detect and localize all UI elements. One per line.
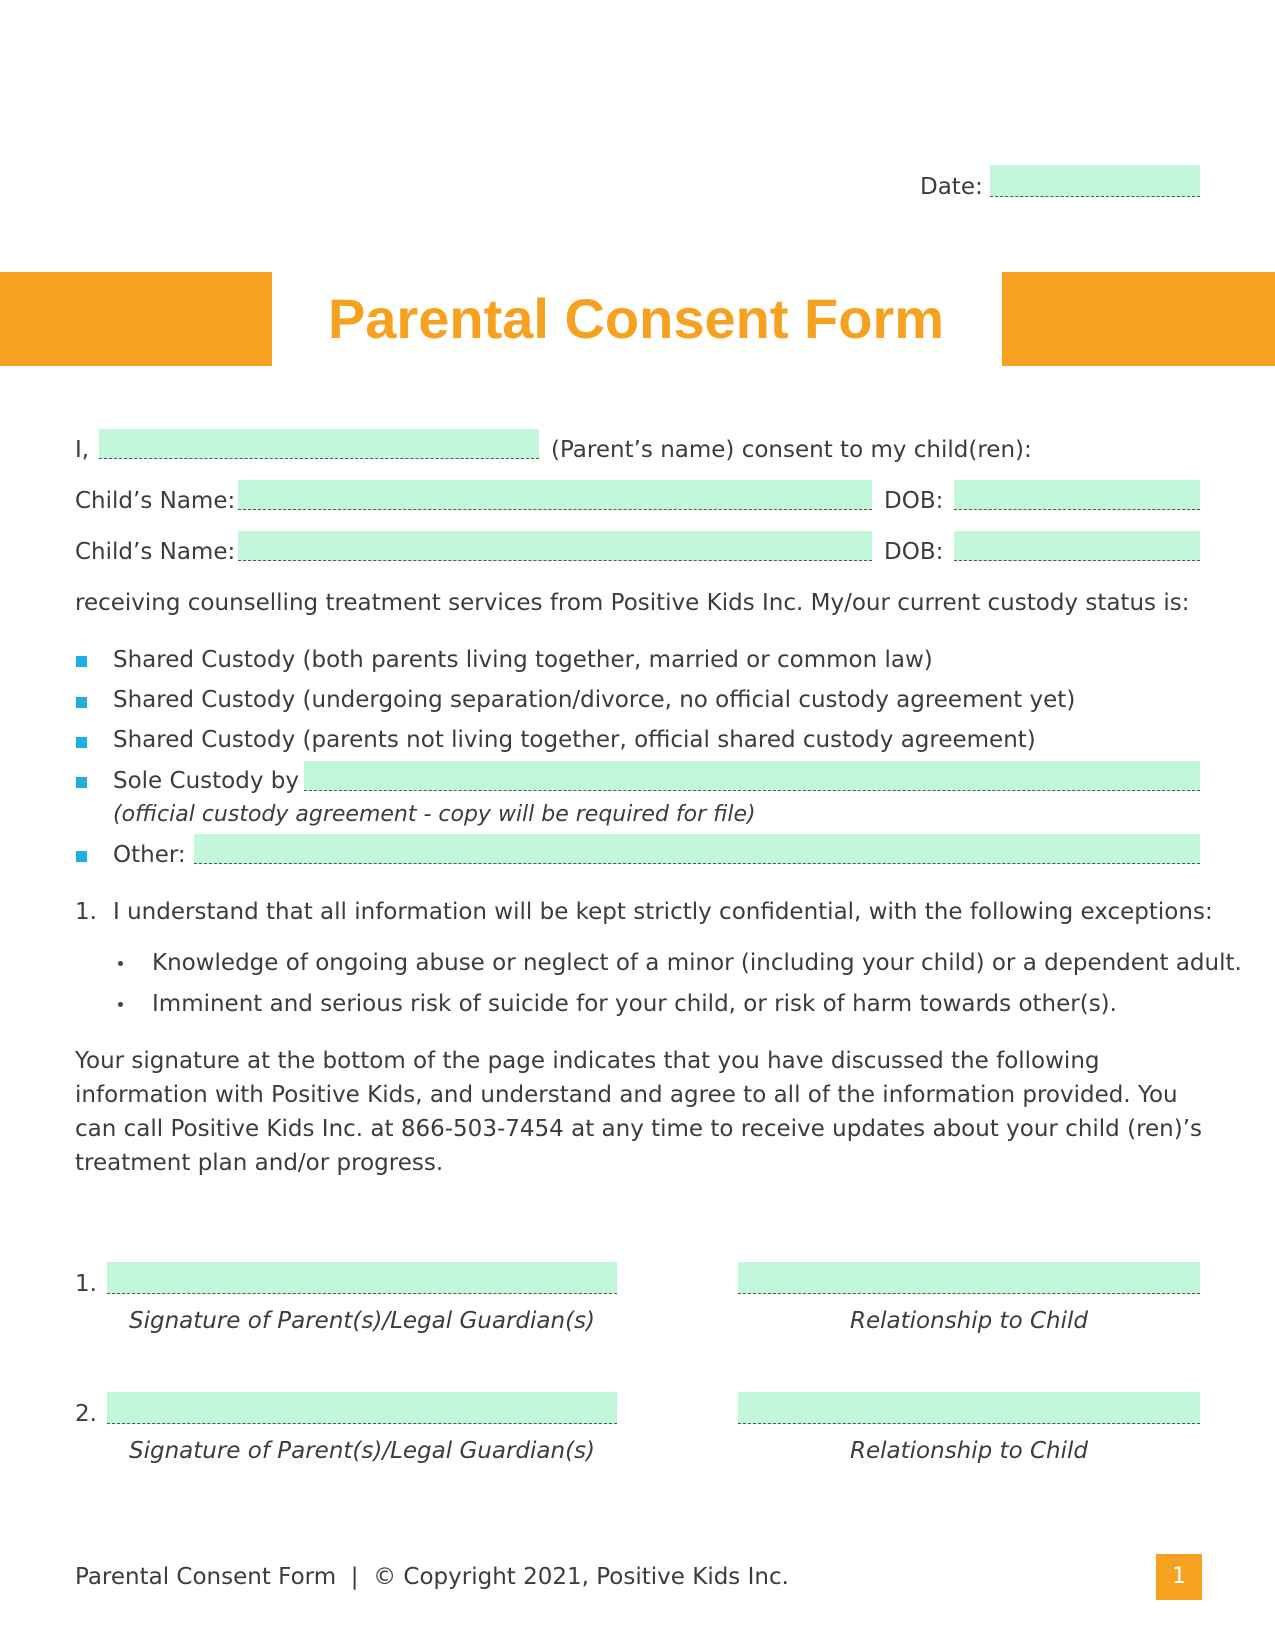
sole-custody-field[interactable] — [304, 761, 1200, 791]
signature-caption-1: Signature of Parent(s)/Legal Guardian(s) — [129, 1308, 595, 1334]
date-field[interactable] — [990, 165, 1200, 197]
exception-2: Imminent and serious risk of suicide for your child, or risk of harm towards other(s). — [152, 991, 1117, 1017]
child-name-field-2[interactable] — [238, 531, 872, 561]
signature-field-2[interactable] — [107, 1392, 617, 1424]
child-name-label-1: Child’s Name: — [75, 488, 236, 514]
date-label: Date: — [920, 174, 983, 200]
relationship-field-2[interactable] — [738, 1392, 1200, 1424]
child-name-label-2: Child’s Name: — [75, 539, 236, 565]
intro-suffix: (Parent’s name) consent to my child(ren): — [551, 437, 1032, 463]
exception-bullet-1 — [118, 961, 123, 966]
signature-number-2: 2. — [75, 1401, 97, 1427]
child-name-field-1[interactable] — [238, 480, 872, 510]
intro-prefix: I, — [75, 437, 90, 463]
signature-caption-2: Signature of Parent(s)/Legal Guardian(s) — [129, 1438, 595, 1464]
dob-field-1[interactable] — [954, 480, 1200, 510]
relationship-caption-2: Relationship to Child — [850, 1438, 1088, 1464]
option-shared-apart: Shared Custody (parents not living together, official shared custody agreement) — [113, 727, 1036, 753]
footer-text: Parental Consent Form | © Copyright 2021, Positive Kids Inc. — [75, 1564, 789, 1590]
parent-name-field[interactable] — [99, 429, 539, 459]
page-number: 1 — [1156, 1554, 1202, 1600]
checkbox-sole-custody[interactable] — [76, 777, 87, 788]
option-other: Other: — [113, 842, 186, 868]
dob-label-1: DOB: — [884, 488, 944, 514]
receiving-text: receiving counselling treatment services from Positive Kids Inc. My/our current custody status is: — [75, 590, 1190, 616]
option-shared-together: Shared Custody (both parents living together, married or common law) — [113, 647, 933, 673]
option-sole-custody: Sole Custody by — [113, 768, 299, 794]
confidentiality-text: I understand that all information will be kept strictly confidential, with the following exceptions: — [113, 899, 1213, 925]
signature-number-1: 1. — [75, 1271, 97, 1297]
dob-label-2: DOB: — [884, 539, 944, 565]
relationship-field-1[interactable] — [738, 1262, 1200, 1294]
signature-field-1[interactable] — [107, 1262, 617, 1294]
checkbox-shared-apart[interactable] — [76, 737, 87, 748]
exception-bullet-2 — [118, 1002, 123, 1007]
confidentiality-number: 1. — [75, 899, 97, 925]
checkbox-shared-separating[interactable] — [76, 697, 87, 708]
dob-field-2[interactable] — [954, 531, 1200, 561]
checkbox-other[interactable] — [76, 851, 87, 862]
title-bar-right — [1002, 272, 1275, 366]
other-field[interactable] — [194, 834, 1200, 864]
relationship-caption-1: Relationship to Child — [850, 1308, 1088, 1334]
checkbox-shared-together[interactable] — [76, 656, 87, 667]
signature-paragraph: Your signature at the bottom of the page indicates that you have discussed the following information with Positive Kids, and understand and agree to all of the information provided. You can call Positive Kids Inc. at 866-503-7454 at any time to receive updates about your child (ren)’s treatment plan and/or progress. — [75, 1048, 1203, 1176]
title-bar-left — [0, 272, 272, 366]
option-shared-separating: Shared Custody (undergoing separation/divorce, no official custody agreement yet) — [113, 687, 1076, 713]
page-title: Parental Consent Form — [327, 287, 945, 350]
exception-1: Knowledge of ongoing abuse or neglect of a minor (including your child) or a dependent adult. — [152, 950, 1242, 976]
sole-custody-note: (official custody agreement - copy will be required for file) — [113, 802, 756, 827]
